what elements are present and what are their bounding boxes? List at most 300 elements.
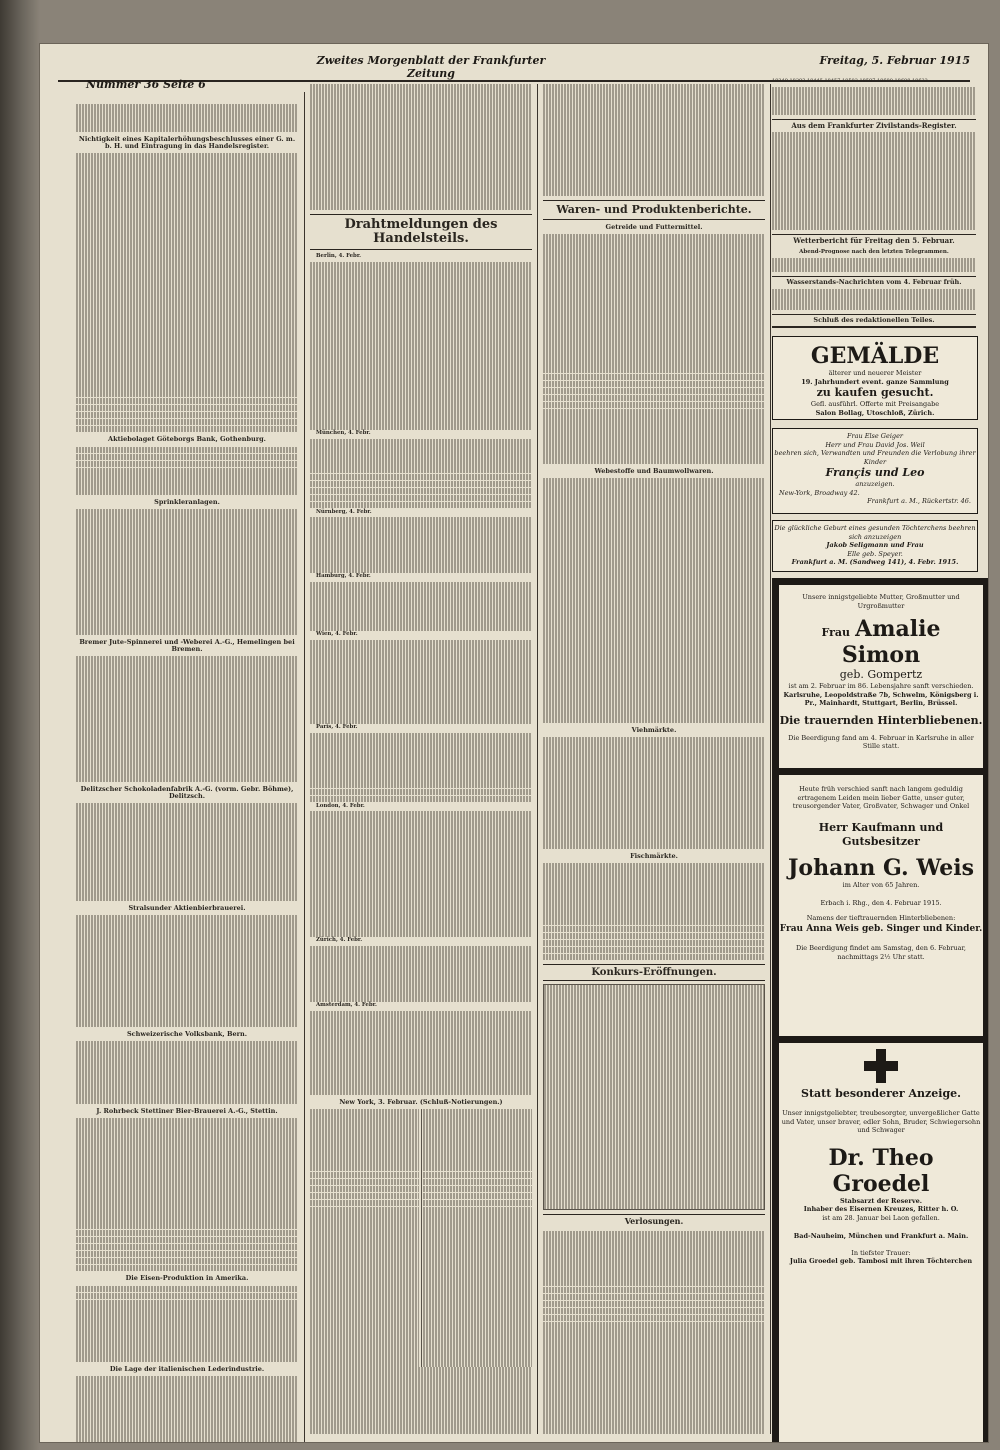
article-heading: Delitzscher Schokoladenfabrik A.-G. (vorm. Gebr. Böhme), Delitzsch.: [80, 785, 294, 801]
text-line: [423, 1255, 532, 1262]
text-line: [76, 488, 298, 495]
text-line: [423, 1290, 532, 1297]
text-line: [310, 874, 532, 881]
text-line: [76, 209, 298, 216]
text-line: [543, 1356, 765, 1363]
ad-line: zu kaufen gesucht.: [816, 386, 934, 399]
text-line: [543, 332, 765, 339]
text-line: [310, 1353, 419, 1360]
book-spine: [0, 0, 40, 1450]
text-line: [772, 132, 976, 139]
stock-table: [310, 1109, 532, 1367]
text-line: [310, 112, 532, 119]
obit-line: Stabsarzt der Reserve.: [839, 1196, 922, 1205]
text-line: [310, 1165, 419, 1172]
text-line: [310, 1207, 419, 1214]
text-line: [310, 881, 532, 888]
text-line: [310, 126, 532, 133]
text-line: [423, 1165, 532, 1172]
text-line: [423, 1339, 532, 1346]
section-title: Drahtmeldungen des Handelsteils.: [310, 214, 532, 251]
text-line: [543, 353, 765, 360]
text-line: [543, 168, 765, 175]
text-line: [543, 1405, 765, 1412]
obit-line: Die Beerdigung findet am Samstag, den 6. Februar, nachmittags 2½ Uhr statt.: [795, 944, 967, 961]
section-title: Verlosungen.: [543, 1214, 765, 1228]
text-line: [544, 1146, 764, 1153]
text-line: [76, 1300, 298, 1307]
text-line: [76, 314, 298, 321]
text-line: [544, 1153, 764, 1160]
text-line: [76, 174, 298, 181]
text-line: [76, 370, 298, 377]
text-line: [310, 1255, 419, 1262]
text-line: [310, 1304, 419, 1311]
text-line: [76, 880, 298, 887]
text-line: [544, 1097, 764, 1104]
text-line: [310, 811, 532, 818]
text-line: [310, 1262, 419, 1269]
text-line: [76, 258, 298, 265]
closing-line: Schluß des redaktionellen Teiles.: [772, 314, 976, 328]
text-line: [543, 339, 765, 346]
text-line: [423, 1144, 532, 1151]
ad-line: Elle geb. Speyer.: [847, 549, 903, 558]
text-line: [543, 541, 765, 548]
text-line: [310, 182, 532, 189]
text-line: [76, 943, 298, 950]
text-line: [76, 1244, 298, 1251]
text-line: [543, 618, 765, 625]
text-line: [310, 640, 532, 647]
text-line: [543, 947, 765, 954]
text-line: [310, 517, 532, 524]
text-line: [76, 971, 298, 978]
text-line: [76, 1174, 298, 1181]
text-line: [76, 1069, 298, 1076]
text-line: [543, 140, 765, 147]
text-line: [76, 565, 298, 572]
text-line: [544, 1055, 764, 1062]
text-line: [544, 1013, 764, 1020]
text-line: [543, 443, 765, 450]
text-line: [76, 216, 298, 223]
text-line: [310, 1283, 419, 1290]
text-line: [310, 388, 532, 395]
text-line: [76, 237, 298, 244]
text-line: [544, 1006, 764, 1013]
text-line: [310, 603, 532, 610]
text-line: [544, 1041, 764, 1048]
text-line: [423, 1241, 532, 1248]
text-line: [76, 691, 298, 698]
dateline: Nürnberg, 4. Febr.: [316, 508, 372, 515]
text-line: [543, 716, 765, 723]
text-line: [76, 1209, 298, 1216]
text-line: [543, 126, 765, 133]
ad-line: Frankfurt a. M., Rückertstr. 46.: [867, 497, 971, 505]
text-line: [310, 119, 532, 126]
column-3: [543, 84, 765, 1434]
text-line: [310, 696, 532, 703]
text-line: [76, 754, 298, 761]
article-heading: Schweizerische Volksbank, Bern.: [126, 1029, 247, 1038]
column-rule: [770, 84, 771, 1434]
text-line: [310, 1395, 532, 1402]
text-line: [310, 545, 532, 552]
text-line: [310, 789, 532, 796]
text-line: [310, 1186, 419, 1193]
text-line: [543, 793, 765, 800]
text-line: [76, 1251, 298, 1258]
text-line: [543, 450, 765, 457]
text-line: [310, 297, 532, 304]
dateline: München, 4. Febr.: [316, 429, 371, 436]
text-line: [543, 492, 765, 499]
text-line: [310, 846, 532, 853]
text-line: [76, 1097, 298, 1104]
text-line: [423, 1269, 532, 1276]
text-line: [310, 1074, 532, 1081]
text-line: [423, 1179, 532, 1186]
text-line: [76, 1258, 298, 1265]
text-line: [76, 747, 298, 754]
text-line: [310, 98, 532, 105]
text-line: [310, 610, 532, 617]
text-line: [76, 628, 298, 635]
dateline: Wien, 4. Febr.: [316, 631, 358, 638]
text-line: [310, 624, 532, 631]
text-line: [76, 551, 298, 558]
obit-name: Dr. Theo Groedel: [828, 1144, 934, 1197]
text-line: [76, 223, 298, 230]
text-line: [423, 1186, 532, 1193]
text-line: [310, 768, 532, 775]
text-line: [423, 1151, 532, 1158]
text-line: [543, 98, 765, 105]
text-line: [543, 646, 765, 653]
text-line: [543, 527, 765, 534]
text-line: [310, 839, 532, 846]
text-line: [76, 1404, 298, 1411]
text-line: [772, 216, 976, 223]
text-line: [76, 1160, 298, 1167]
text-line: [423, 1276, 532, 1283]
text-line: [310, 589, 532, 596]
text-line: [76, 1083, 298, 1090]
text-line: [543, 632, 765, 639]
text-line: [543, 1315, 765, 1322]
text-line: [76, 349, 298, 356]
article-heading: Sprinkleranlagen.: [154, 498, 220, 507]
text-line: [543, 269, 765, 276]
text-line: [772, 202, 976, 209]
text-line: [76, 153, 298, 160]
text-line: [423, 1248, 532, 1255]
text-line: [76, 1383, 298, 1390]
text-line: [310, 416, 532, 423]
text-line: [310, 1423, 532, 1430]
text-line: [76, 188, 298, 195]
text-line: [310, 832, 532, 839]
text-line: [76, 831, 298, 838]
text-line: [543, 926, 765, 933]
text-line: [543, 597, 765, 604]
obit-title: Statt besonderer Anzeige.: [801, 1087, 961, 1100]
text-line: [310, 460, 532, 467]
text-line: [543, 311, 765, 318]
text-line: [310, 566, 532, 573]
text-line: [543, 548, 765, 555]
text-line: [310, 1220, 419, 1227]
text-line: [76, 852, 298, 859]
text-line: [310, 888, 532, 895]
text-line: [772, 303, 976, 310]
text-line: [543, 870, 765, 877]
text-line: [772, 94, 976, 101]
text-line: [543, 940, 765, 947]
text-line: [423, 1346, 532, 1353]
text-line: [772, 188, 976, 195]
text-line: [543, 1335, 765, 1342]
ad-gemaelde: [772, 336, 978, 420]
text-line: [543, 954, 765, 961]
text-line: [543, 367, 765, 374]
text-line: [543, 611, 765, 618]
text-line: [76, 1006, 298, 1013]
text-line: [310, 1325, 419, 1332]
text-line: [76, 167, 298, 174]
article-heading: Aktiebolaget Göteborgs Bank, Gothenburg.: [108, 435, 266, 444]
text-line: [310, 395, 532, 402]
text-line: [76, 824, 298, 831]
text-line: [772, 153, 976, 160]
obit-name: Amalie Simon: [841, 616, 941, 668]
column-rule: [304, 92, 305, 1442]
text-line: [310, 474, 532, 481]
text-line: [76, 335, 298, 342]
column-2: [310, 84, 532, 1434]
text-line: [310, 495, 532, 502]
text-line: [423, 1200, 532, 1207]
text-line: [543, 262, 765, 269]
obit-line: ist am 28. Januar bei Laon gefallen.: [822, 1213, 940, 1222]
text-line: [76, 181, 298, 188]
text-line: [543, 576, 765, 583]
text-line: [76, 1265, 298, 1272]
section-title: Konkurs-Eröffnungen.: [543, 964, 765, 981]
ad-line: Frau Else Geiger: [846, 432, 904, 440]
text-line: [76, 468, 298, 475]
text-line: [543, 119, 765, 126]
text-line: [543, 583, 765, 590]
text-line: [543, 835, 765, 842]
text-line: [76, 992, 298, 999]
text-line: [310, 311, 532, 318]
text-line: [310, 91, 532, 98]
text-line: [310, 796, 532, 803]
page-label: Nummer 36 Seite 6: [86, 78, 206, 91]
text-line: [543, 905, 765, 912]
text-line: [423, 1220, 532, 1227]
text-line: [310, 682, 532, 689]
text-line: [543, 933, 765, 940]
text-line: [310, 367, 532, 374]
text-line: [543, 1342, 765, 1349]
text-line: [543, 821, 765, 828]
text-line: [543, 1328, 765, 1335]
text-line: [310, 1193, 419, 1200]
text-line: [310, 867, 532, 874]
text-line: [310, 262, 532, 269]
dateline: Hamburg, 4. Febr.: [316, 573, 371, 580]
article-heading: Bremer Jute-Spinnerei und -Weberei A.-G., Hemelingen bei Bremen.: [79, 638, 295, 654]
text-line: [423, 1213, 532, 1220]
text-line: [544, 1034, 764, 1041]
text-line: [310, 1409, 532, 1416]
text-line: [543, 1370, 765, 1377]
text-line: [76, 286, 298, 293]
article-heading: Die Lage der italienischen Lederindustrie.: [109, 1365, 265, 1374]
text-line: [76, 1348, 298, 1355]
text-line: [543, 325, 765, 332]
text-line: [310, 1179, 419, 1186]
text-line: [543, 513, 765, 520]
text-line: [310, 916, 532, 923]
text-line: [543, 346, 765, 353]
text-line: [544, 1090, 764, 1097]
text-line: [310, 1269, 419, 1276]
text-line: [543, 534, 765, 541]
text-line: [543, 1294, 765, 1301]
text-line: [76, 1062, 298, 1069]
obit-line: In tiefster Trauer:: [851, 1248, 911, 1257]
text-line: [310, 754, 532, 761]
text-line: [76, 377, 298, 384]
text-line: [543, 751, 765, 758]
text-line: [543, 1280, 765, 1287]
text-line: [310, 995, 532, 1002]
number-list: 18249 18293 18445 18457 18502 18597 18600 18608 18622: [772, 78, 928, 84]
text-line: [423, 1262, 532, 1269]
text-line: [76, 1167, 298, 1174]
text-line: [772, 167, 976, 174]
text-line: [310, 84, 532, 91]
text-line: [76, 125, 298, 132]
text-line: [76, 621, 298, 628]
text-line: [543, 1231, 765, 1238]
text-line: [76, 265, 298, 272]
text-line: [310, 775, 532, 782]
obit-name: Johann G. Weis: [788, 854, 974, 881]
text-line: [76, 537, 298, 544]
ad-line: Gefl. ausführl. Offerte mit Preisangabe: [810, 400, 940, 408]
ad-verlobung: [772, 428, 978, 514]
text-line: [772, 108, 976, 115]
text-line: [423, 1172, 532, 1179]
text-line: [310, 953, 532, 960]
text-line: [543, 828, 765, 835]
text-line: [310, 1081, 532, 1088]
text-line: [76, 230, 298, 237]
text-line: [543, 674, 765, 681]
text-line: [423, 1130, 532, 1137]
text-line: [543, 283, 765, 290]
text-line: [76, 1334, 298, 1341]
text-line: [310, 1388, 532, 1395]
text-line: [310, 1276, 419, 1283]
text-line: [310, 175, 532, 182]
dateline: Amsterdam, 4. Febr.: [316, 1001, 377, 1008]
text-line: [76, 454, 298, 461]
text-line: [76, 1418, 298, 1425]
text-line: [310, 531, 532, 538]
text-line: [543, 429, 765, 436]
text-line: [544, 1160, 764, 1167]
text-line: [544, 1111, 764, 1118]
text-line: [76, 293, 298, 300]
text-line: [772, 223, 976, 230]
obit-line: Die Beerdigung fand am 4. Februar in Karlsruhe in aller Stille statt.: [788, 733, 974, 750]
text-line: [76, 936, 298, 943]
text-line: [76, 873, 298, 880]
text-line: [423, 1227, 532, 1234]
text-line: [423, 1353, 532, 1360]
text-line: [310, 133, 532, 140]
subsection-title: Getreide und Futtermittel.: [605, 222, 703, 231]
text-line: [76, 978, 298, 985]
text-line: [76, 1118, 298, 1125]
iron-cross-icon: [864, 1049, 898, 1083]
text-line: [310, 1374, 532, 1381]
text-line: [543, 1245, 765, 1252]
text-line: [544, 1181, 764, 1188]
text-line: [310, 105, 532, 112]
text-line: [543, 304, 765, 311]
text-line: [423, 1304, 532, 1311]
text-line: [544, 1174, 764, 1181]
obit-line: Die trauernden Hinterbliebenen.: [779, 713, 983, 727]
text-line: [543, 189, 765, 196]
text-line: [543, 175, 765, 182]
text-line: [423, 1311, 532, 1318]
text-line: [76, 600, 298, 607]
text-line: [310, 1053, 532, 1060]
text-line: [76, 1341, 298, 1348]
text-line: [772, 181, 976, 188]
text-line: [76, 1153, 298, 1160]
text-line: [76, 866, 298, 873]
text-line: [310, 902, 532, 909]
text-line: [544, 1118, 764, 1125]
text-line: [543, 1238, 765, 1245]
text-line: [76, 656, 298, 663]
text-line: [543, 1301, 765, 1308]
text-line: [310, 909, 532, 916]
text-line: [310, 647, 532, 654]
subsection-title: Webestoffe und Baumwollwaren.: [594, 467, 714, 476]
subsection-title: Viehmärkte.: [631, 725, 677, 734]
text-line: [310, 276, 532, 283]
text-line: [76, 419, 298, 426]
ad-line: Frankfurt a. M. (Sandweg 141), 4. Febr. 1915.: [791, 558, 959, 566]
dateline: London, 4. Febr.: [316, 802, 365, 809]
text-line: [310, 203, 532, 210]
text-line: [310, 1011, 532, 1018]
text-line: [310, 1060, 532, 1067]
text-line: [76, 1041, 298, 1048]
text-line: [543, 409, 765, 416]
